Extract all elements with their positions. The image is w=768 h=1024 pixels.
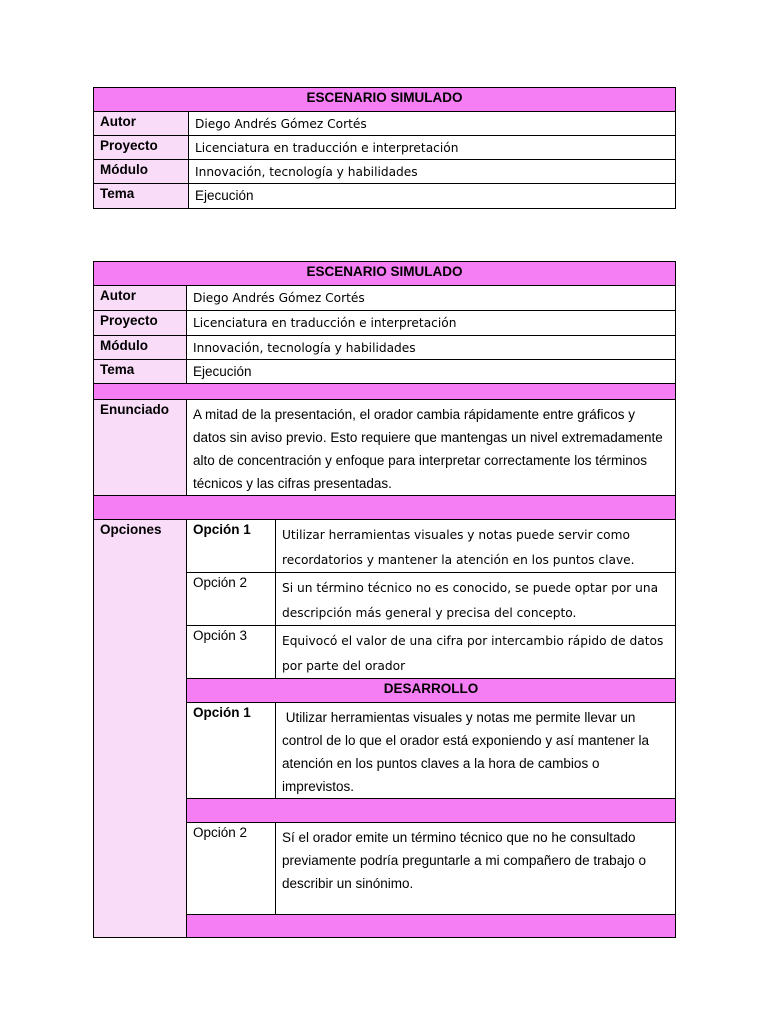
enunciado-label: Enunciado: [94, 400, 187, 496]
modulo-label: Módulo: [94, 160, 189, 184]
opciones-label: Opciones: [94, 520, 187, 938]
autor-value: Diego Andrés Gómez Cortés: [187, 286, 676, 311]
modulo-value: Innovación, tecnología y habilidades: [189, 160, 676, 184]
proyecto-value: Licenciatura en traducción e interpretación: [189, 136, 676, 160]
spacer-row: [187, 915, 676, 938]
desarrollo-header: DESARROLLO: [187, 679, 676, 703]
option-2-label: Opción 2: [187, 573, 276, 626]
option-1-text: Utilizar herramientas visuales y notas puede servir como recordatorios y mantener la atención en los puntos clave.: [276, 520, 676, 573]
spacer-row: [94, 384, 676, 400]
scenario-table-1: [93, 87, 676, 209]
proyecto-label: Proyecto: [94, 136, 189, 160]
tema-label: Tema: [94, 360, 187, 384]
modulo-value: Innovación, tecnología y habilidades: [187, 336, 676, 360]
spacer-row: [94, 496, 676, 520]
table-header: ESCENARIO SIMULADO: [94, 262, 676, 286]
modulo-label: Módulo: [94, 336, 187, 360]
desarrollo-option-1-label: Opción 1: [187, 703, 276, 799]
spacer-row: [187, 799, 676, 823]
tema-value: Ejecución: [189, 184, 676, 209]
desarrollo-option-2-text: Sí el orador emite un término técnico que no he consultado previamente podría preguntarle a mi compañero de trabajo o describir un sinónimo.: [276, 823, 676, 915]
proyecto-value: Licenciatura en traducción e interpretación: [187, 311, 676, 336]
enunciado-text: A mitad de la presentación, el orador cambia rápidamente entre gráficos y datos sin aviso previo. Esto requiere que mantengas un nivel extremadamente alto de concentración y enfoque para interpretar correctamente los términos técnicos y las cifras presentadas.: [187, 400, 676, 496]
autor-value: Diego Andrés Gómez Cortés: [189, 112, 676, 136]
option-2-text: Si un término técnico no es conocido, se puede optar por una descripción más general y precisa del concepto.: [276, 573, 676, 626]
table-header: ESCENARIO SIMULADO: [94, 88, 676, 112]
autor-label: Autor: [94, 286, 187, 311]
autor-label: Autor: [94, 112, 189, 136]
tema-label: Tema: [94, 184, 189, 209]
option-1-label: Opción 1: [187, 520, 276, 573]
proyecto-label: Proyecto: [94, 311, 187, 336]
option-3-text: Equivocó el valor de una cifra por intercambio rápido de datos por parte del orador: [276, 626, 676, 679]
option-3-label: Opción 3: [187, 626, 276, 679]
scenario-table-2: [93, 261, 676, 938]
desarrollo-option-2-label: Opción 2: [187, 823, 276, 915]
tema-value: Ejecución: [187, 360, 676, 384]
desarrollo-option-1-text: Utilizar herramientas visuales y notas me permite llevar un control de lo que el orador está exponiendo y así mantener la atención en los puntos claves a la hora de cambios o imprevistos.: [276, 703, 676, 799]
